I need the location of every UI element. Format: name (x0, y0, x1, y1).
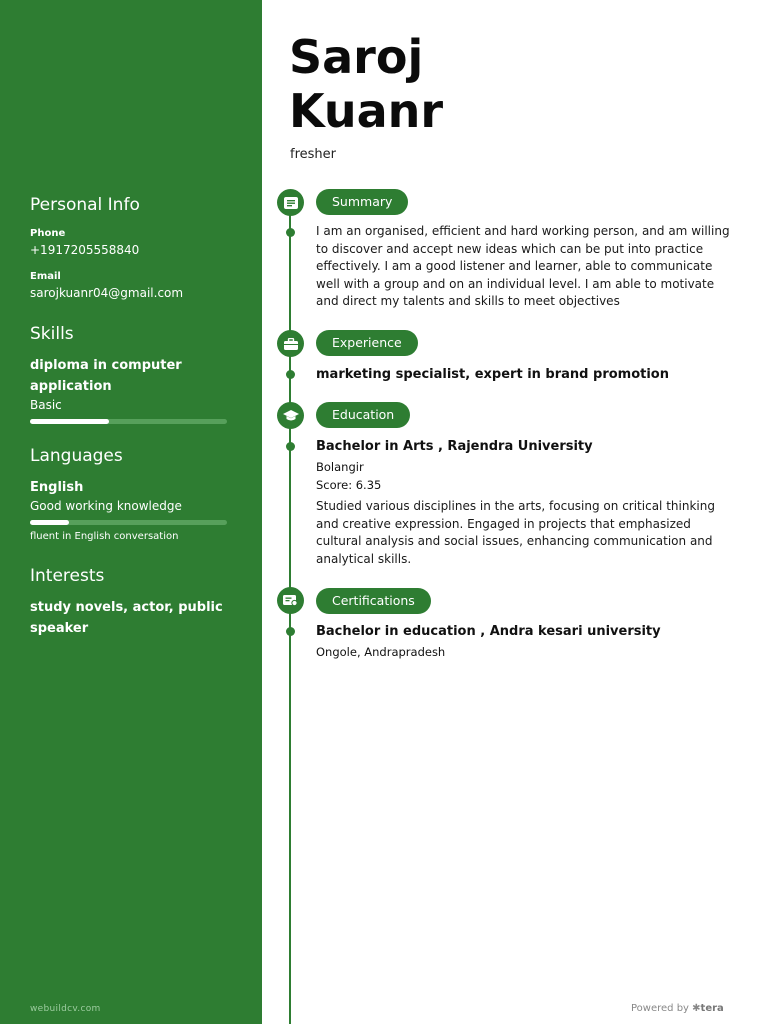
language-level-bar (30, 520, 227, 525)
skill-level: Basic (30, 398, 62, 412)
tera-brand: tera (700, 1003, 724, 1014)
personal-info-heading: Personal Info (30, 195, 140, 215)
skill-level-bar (30, 419, 227, 424)
skills-heading: Skills (30, 324, 74, 344)
certification-title: Bachelor in education , Andra kesari university (316, 624, 661, 639)
summary-dot (286, 228, 295, 237)
skill-level-bar-fill (30, 419, 109, 424)
language-note: fluent in English conversation (30, 531, 179, 542)
skill-name: diploma in computer application (30, 358, 182, 394)
email-label: Email (30, 271, 61, 282)
last-name: Kuanr (289, 84, 444, 138)
email-value: sarojkuanr04@gmail.com (30, 286, 184, 300)
certification-location: Ongole, Andrapradesh (316, 645, 446, 659)
experience-section-label: Experience (316, 330, 418, 356)
certificate-icon (277, 587, 304, 614)
experience-title: marketing specialist, expert in brand promotion (316, 367, 669, 382)
summary-text: I am an organised, efficient and hard working person, and am willing to discover and accept new ideas which can be put into practice effectively. I am a good listener and learner, able to communicate well with a group and on an individual level. I am able to motivate and direct my talents and skills to meet objectives (316, 224, 730, 309)
languages-heading: Languages (30, 446, 123, 466)
education-description: Studied various disciplines in the arts, focusing on critical thinking and creative expression. Engaged in projects that emphasized cultural analysis and social issues, enhancing communication and analytical skills. (316, 499, 715, 566)
experience-dot (286, 370, 295, 379)
language-level: Good working knowledge (30, 499, 182, 513)
education-location: Bolangir (316, 460, 364, 474)
sidebar (0, 0, 262, 1024)
phone-value: +1917205558840 (30, 243, 140, 257)
certifications-section-label: Certifications (316, 588, 431, 614)
certifications-dot (286, 627, 295, 636)
phone-label: Phone (30, 228, 66, 239)
first-name: Saroj (289, 30, 424, 84)
powered-by (631, 1003, 724, 1014)
interests-heading: Interests (30, 566, 105, 586)
language-name: English (30, 480, 84, 495)
briefcase-icon (277, 330, 304, 357)
education-score: Score: 6.35 (316, 478, 382, 492)
summary-icon (277, 189, 304, 216)
candidate-name (289, 30, 443, 138)
summary-section-label: Summary (316, 189, 408, 215)
tera-logo-icon: ✱ (692, 1003, 701, 1014)
powered-by-label: Powered by (631, 1003, 689, 1014)
graduation-cap-icon (277, 402, 304, 429)
sidebar-footer: webuildcv.com (30, 1004, 101, 1014)
candidate-role: fresher (290, 147, 336, 162)
language-level-bar-fill (30, 520, 69, 525)
education-section-label: Education (316, 402, 410, 428)
education-dot (286, 442, 295, 451)
education-title: Bachelor in Arts , Rajendra University (316, 439, 593, 454)
interests-text: study novels, actor, public speaker (30, 600, 223, 636)
